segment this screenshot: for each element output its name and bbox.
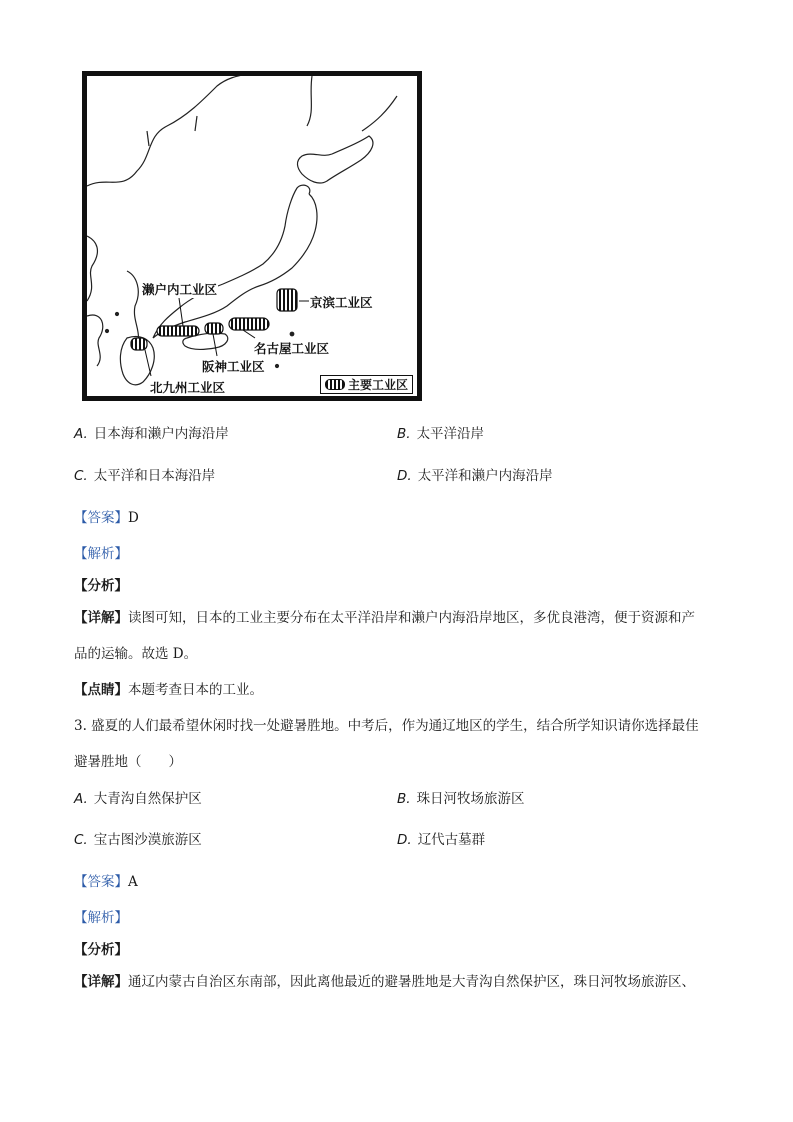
q3-fenxi-tag: 【分析】 [74,942,128,958]
label-nagoya: 名古屋工业区 [254,341,330,356]
q3-option-a[interactable]: A. 大青沟自然保护区 [74,791,202,807]
q2-option-d[interactable]: D. 太平洋和濑户内海沿岸 [397,468,553,484]
label-hanshin: 阪神工业区 [202,359,265,374]
q2-option-c[interactable]: C. 太平洋和日本海沿岸 [74,468,216,484]
q2-answer: 【答案】D [74,510,139,526]
map-outline [87,76,417,396]
q2-comment: 【点睛】本题考查日本的工业。 [74,682,263,698]
legend-swatch [325,379,345,390]
legend-label: 主要工业区 [347,378,408,392]
q2-detail-line2: 品的运输。故选 D。 [74,646,198,662]
q3-stem-line1: 3. 盛夏的人们最希望休闲时找一处避暑胜地。中考后，作为通辽地区的学生，结合所学知识请你选择最佳 [74,718,699,734]
q2-analysis-tag: 【解析】 [74,546,128,562]
q2-detail-line1: 【详解】读图可知，日本的工业主要分布在太平洋沿岸和濑户内海沿岸地区，多优良港湾，便于资源和产 [74,610,695,626]
q2-option-a[interactable]: A. 日本海和濑户内海沿岸 [74,426,229,442]
label-setouchi: 濑户内工业区 [142,282,218,297]
q3-stem-line2: 避暑胜地（ ） [74,754,182,770]
q3-option-c[interactable]: C. 宝古图沙漠旅游区 [74,832,202,848]
q3-option-d[interactable]: D. 辽代古墓群 [397,832,486,848]
q3-analysis-tag: 【解析】 [74,910,128,926]
map-legend [320,375,413,394]
q3-option-b[interactable]: B. 珠日河牧场旅游区 [397,791,525,807]
q2-option-b[interactable]: B. 太平洋沿岸 [397,426,485,442]
q2-fenxi-tag: 【分析】 [74,578,128,594]
label-keihin: 京滨工业区 [310,295,373,310]
label-kitakyushu: 北九州工业区 [150,380,226,395]
q3-answer: 【答案】A [74,874,138,890]
q3-detail-line1: 【详解】通辽内蒙古自治区东南部，因此离他最近的避暑胜地是大青沟自然保护区，珠日河牧场旅游区、 [74,974,695,990]
japan-industry-map [82,71,422,401]
